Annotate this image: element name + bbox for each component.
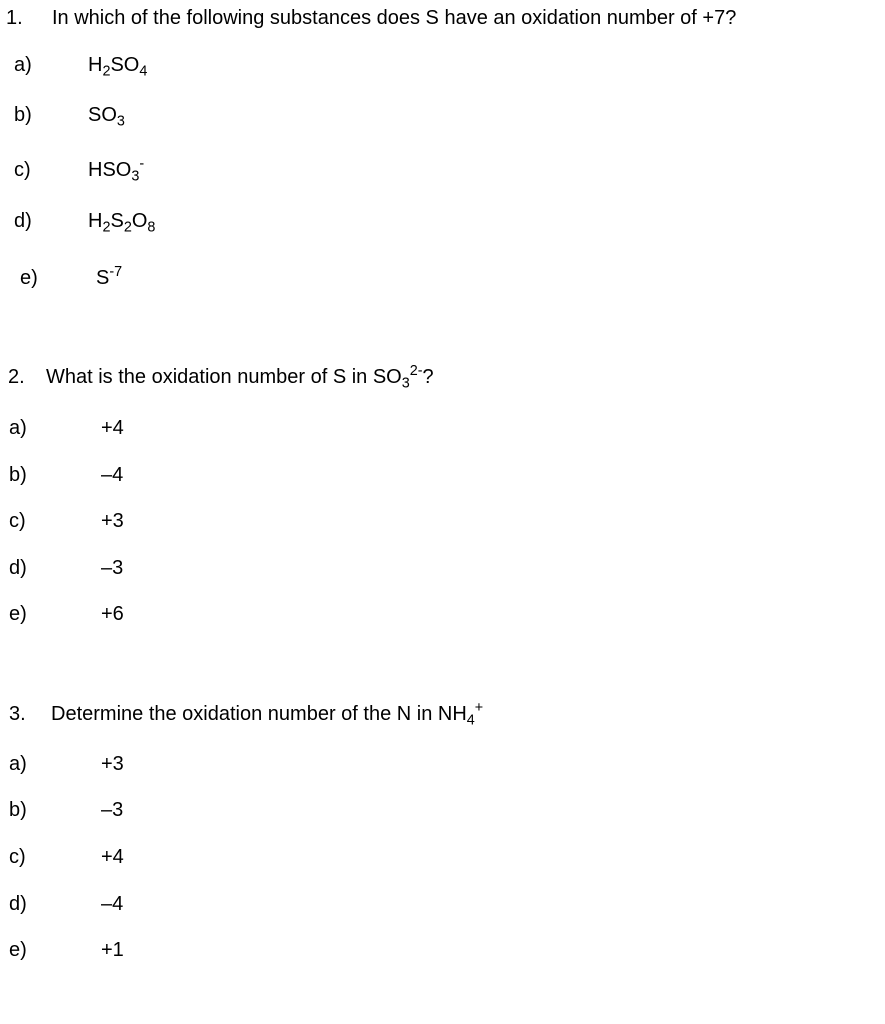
q1-option-d-letter: d) xyxy=(14,210,32,232)
q2-option-e-letter: e) xyxy=(9,603,27,625)
q3-option-e-value: +1 xyxy=(101,939,124,961)
q1-option-c-letter: c) xyxy=(14,159,31,181)
q3-option-c-value: +4 xyxy=(101,846,124,868)
q2-option-b-letter: b) xyxy=(9,464,27,486)
q2-option-d-value: –3 xyxy=(101,557,124,579)
q2-option-a-value: +4 xyxy=(101,417,124,439)
q1-option-b-formula: $SO_3$ xyxy=(88,104,125,130)
q3-option-b-letter: b) xyxy=(9,799,27,821)
q3-option-e-letter: e) xyxy=(9,939,27,961)
q2-option-c-letter: c) xyxy=(9,510,26,532)
q1-option-b-letter: b) xyxy=(14,104,32,126)
question-2-text: What is the oxidation number of S in $SO_3^{2-}$? xyxy=(46,363,434,392)
question-3-number: 3. xyxy=(9,703,26,725)
q2-option-d-letter: d) xyxy=(9,557,27,579)
question-1-number: 1. xyxy=(6,7,23,29)
q1-option-e-letter: e) xyxy=(20,267,38,289)
q3-option-a-letter: a) xyxy=(9,753,27,775)
q3-option-d-value: –4 xyxy=(101,893,124,915)
question-2-number: 2. xyxy=(8,366,25,388)
q2-option-b-value: –4 xyxy=(101,464,124,486)
q2-option-c-value: +3 xyxy=(101,510,124,532)
q2-option-e-value: +6 xyxy=(101,603,124,625)
question-3-text: Determine the oxidation number of the N in $NH_4^+$ xyxy=(51,700,484,729)
q3-option-b-value: –3 xyxy=(101,799,124,821)
q3-option-c-letter: c) xyxy=(9,846,26,868)
q3-option-d-letter: d) xyxy=(9,893,27,915)
q1-option-e-formula: $S^{-7}$ xyxy=(96,264,123,289)
q1-option-d-formula: $H_2S_2O_8$ xyxy=(88,210,156,236)
q1-option-a-formula: $H_2SO_4$ xyxy=(88,54,148,80)
question-1-text: In which of the following substances does S have an oxidation number of +7? xyxy=(52,7,737,29)
q1-option-a-letter: a) xyxy=(14,54,32,76)
q2-option-a-letter: a) xyxy=(9,417,27,439)
q3-option-a-value: +3 xyxy=(101,753,124,775)
q1-option-c-formula: $HSO_3^-$ xyxy=(88,156,145,185)
